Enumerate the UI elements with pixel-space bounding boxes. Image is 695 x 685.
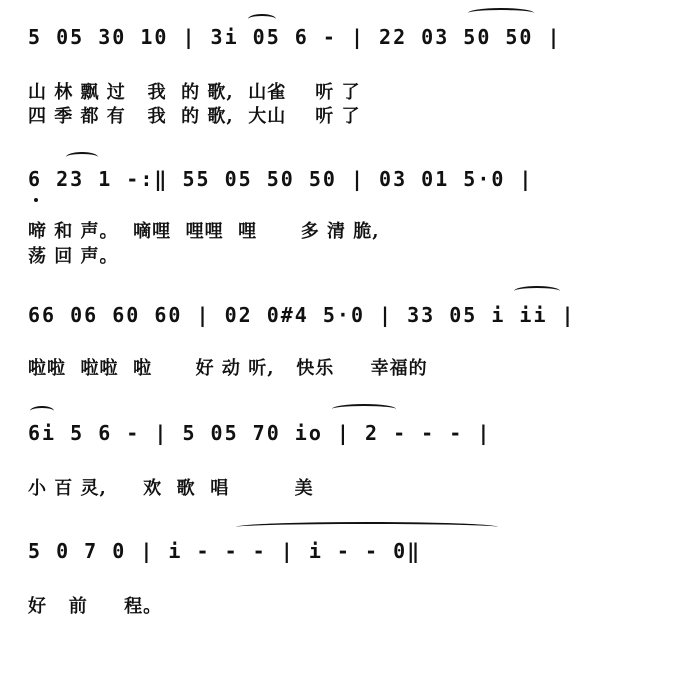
notes-line-2: 6 23 1 -:‖ 55 05 50 50 | 03 01 5·0 | — [28, 167, 534, 191]
lyric-line-4-verse-1: 小 百 灵, 欢 歌 唱 美 — [28, 478, 314, 499]
tie-mark — [236, 522, 498, 532]
tie-mark — [248, 14, 276, 24]
lyric-line-1-verse-1: 山 林 飘 过 我 的 歌, 山雀 听 了 — [28, 82, 361, 103]
tie-mark — [468, 8, 534, 18]
lyric-line-3-verse-1: 啦啦 啦啦 啦 好 动 听, 快乐 幸福的 — [28, 358, 428, 379]
tie-mark — [332, 404, 396, 414]
lyric-line-2-verse-1: 啼 和 声。 嘀哩 哩哩 哩 多 清 脆, — [28, 221, 380, 242]
tie-mark — [30, 406, 54, 416]
tie-mark — [514, 286, 560, 296]
lyric-line-5-verse-1: 好 前 程。 — [28, 596, 163, 617]
lyric-line-1-verse-2: 四 季 都 有 我 的 歌, 大山 听 了 — [28, 106, 361, 127]
low-octave-dot — [34, 198, 38, 202]
notes-line-5: 5 0 7 0 | i - - - | i - - 0‖ — [28, 539, 422, 563]
lyric-line-2-verse-2: 荡 回 声。 — [28, 246, 119, 267]
notes-line-4: 6i 5 6 - | 5 05 70 io | 2 - - - | — [28, 421, 492, 445]
tie-mark — [66, 152, 98, 162]
notes-line-3: 66 06 60 60 | 02 0#4 5·0 | 33 05 i ii | — [28, 303, 576, 327]
notes-line-1: 5 05 30 10 | 3i 05 6 - | 22 03 50 50 | — [28, 25, 562, 49]
